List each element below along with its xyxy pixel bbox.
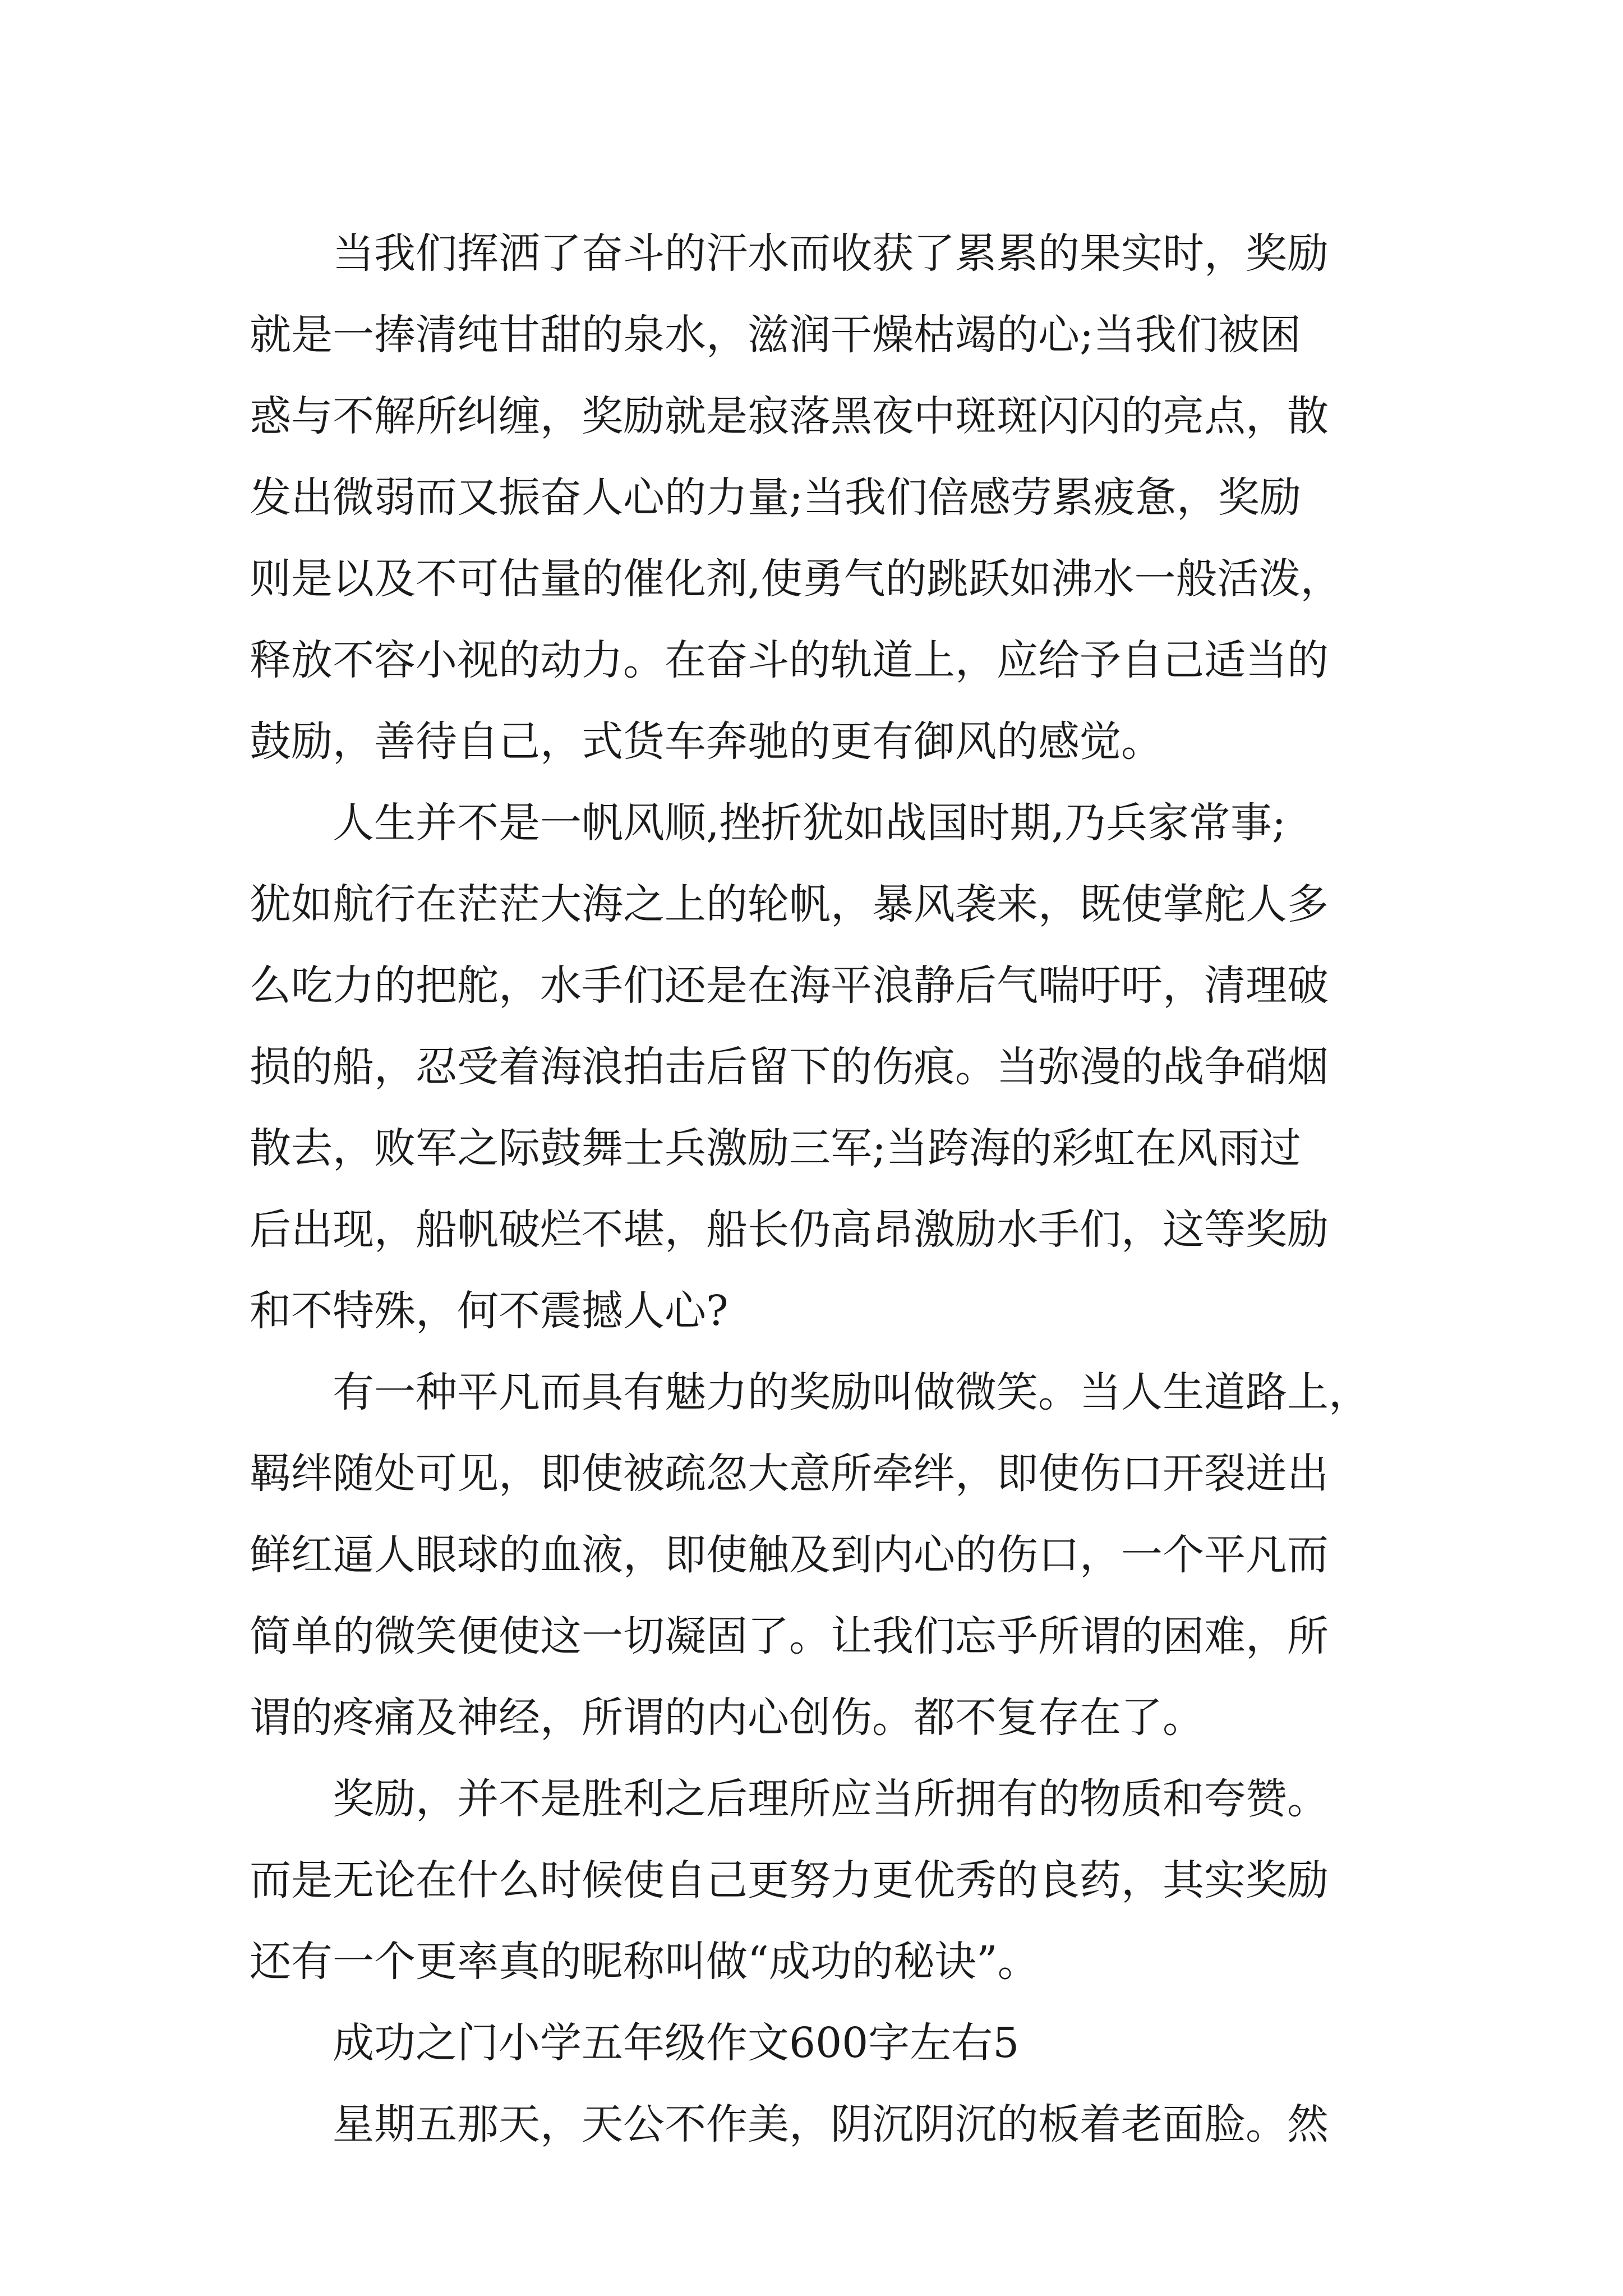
text-line: 有一种平凡而具有魅力的奖励叫做微笑。当人生道路上， xyxy=(333,1368,1370,1416)
text-line: 当我们挥洒了奋斗的汗水而收获了累累的果实时，奖励 xyxy=(333,229,1329,278)
text-line: 发出微弱而又振奋人心的力量;当我们倍感劳累疲惫，奖励 xyxy=(250,473,1301,522)
text-line: 简单的微笑便使这一切凝固了。让我们忘乎所谓的困难，所 xyxy=(250,1612,1329,1660)
text-line: 人生并不是一帆风顺,挫折犹如战国时期,乃兵家常事; xyxy=(333,799,1286,847)
text-line: 损的船，忍受着海浪拍击后留下的伤痕。当弥漫的战争硝烟 xyxy=(250,1043,1329,1091)
paragraph xyxy=(250,1759,1382,2003)
text-line: 星期五那天，天公不作美，阴沉阴沉的板着老面脸。然 xyxy=(333,2100,1329,2148)
text-line: 则是以及不可估量的催化剂,使勇气的跳跃如沸水一般活泼， xyxy=(250,555,1342,603)
text-line: 释放不容小视的动力。在奋斗的轨道上，应给予自己适当的 xyxy=(250,636,1329,684)
paragraph xyxy=(250,213,1382,783)
text-line: 还有一个更率真的昵称叫做“成功的秘诀”。 xyxy=(250,1938,1039,1986)
text-line: 羁绊随处可见，即使被疏忽大意所牵绊，即使伤口开裂迸出 xyxy=(250,1450,1329,1498)
text-line: 惑与不解所纠缠，奖励就是寂落黑夜中斑斑闪闪的亮点，散 xyxy=(250,392,1329,440)
text-line: 后出现，船帆破烂不堪，船长仍高昂激励水手们，这等奖励 xyxy=(250,1205,1329,1254)
text-line: 鲜红逼人眼球的血液，即使触及到内心的伤口，一个平凡而 xyxy=(250,1531,1329,1579)
paragraph xyxy=(250,1352,1382,1759)
paragraph xyxy=(250,2084,1382,2165)
section-heading xyxy=(250,2003,1382,2084)
paragraph xyxy=(250,783,1382,1352)
text-line: 犹如航行在茫茫大海之上的轮帆，暴风袭来，既使掌舵人多 xyxy=(250,880,1329,928)
text-line: 谓的疼痛及神经，所谓的内心创伤。都不复存在了。 xyxy=(250,1694,1204,1742)
text-line: 就是一捧清纯甘甜的泉水，滋润干燥枯竭的心;当我们被困 xyxy=(250,311,1301,359)
text-line: 散去，败军之际鼓舞士兵激励三军;当跨海的彩虹在风雨过 xyxy=(250,1124,1301,1172)
text-line: 奖励，并不是胜利之后理所应当所拥有的物质和夸赞。 xyxy=(333,1775,1329,1823)
document-body xyxy=(250,213,1382,2165)
text-line: 鼓励，善待自己，式货车奔驰的更有御风的感觉。 xyxy=(250,717,1163,766)
text-line: 和不特殊，何不震撼人心? xyxy=(250,1287,728,1335)
text-line: 么吃力的把舵，水手们还是在海平浪静后气喘吁吁，清理破 xyxy=(250,961,1329,1010)
text-line: 而是无论在什么时候使自己更努力更优秀的良药，其实奖励 xyxy=(250,1856,1329,1904)
heading-line: 成功之门小学五年级作文600字左右5 xyxy=(333,2019,1020,2067)
